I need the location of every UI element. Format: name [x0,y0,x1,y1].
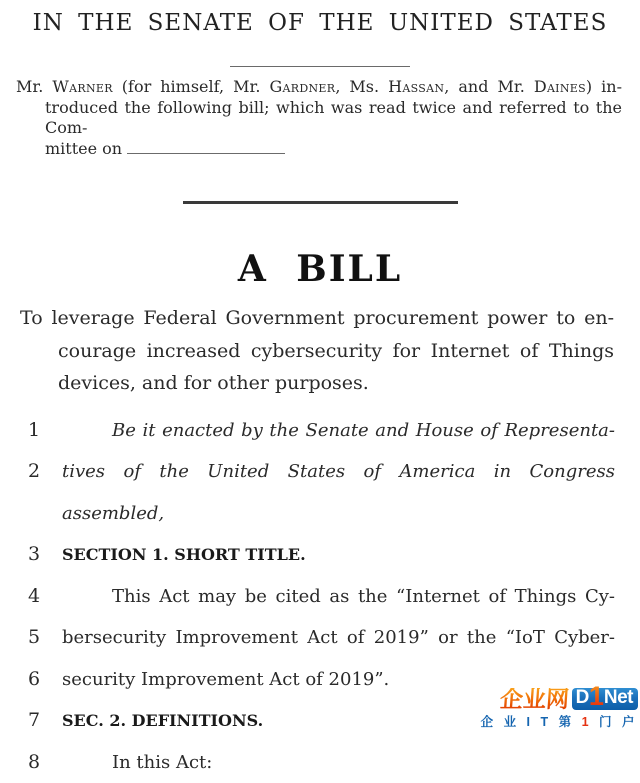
sponsor-text: ) in- [586,77,622,96]
sponsor-paragraph [0,77,640,159]
committee-blank-line [127,153,285,154]
sponsor-name-daines: Daines [534,77,586,96]
d1net-logo [481,688,638,710]
sponsor-name-gardner: Gardner [269,77,335,96]
sponsor-line-3 [16,139,622,160]
bill-line-2 [28,451,615,534]
bill-line-8 [28,742,615,783]
line-number: 2 [28,451,50,534]
preamble-line: devices, and for other purposes. [20,367,614,400]
d1net-logo-net: Net [604,687,633,708]
bill-line-text: This Act may be cited as the “Internet of Things Cy- [62,576,615,618]
bill-line-text: bersecurity Improvement Act of 2019” or the “IoT Cyber- [62,617,615,659]
sponsor-line-2: troduced the following bill; which was read twice and referred to the Com- [16,98,622,139]
bill-line-text: security Improvement Act of 2019”. [62,659,615,701]
d1net-tagline [481,712,638,730]
d1net-watermark [481,688,638,730]
bill-line-text: tives of the United States of America in Congress assembled, [62,451,615,534]
committee-on-label: mittee on [45,139,127,158]
bill-line-3 [28,534,615,576]
d1net-logo-box [572,688,638,710]
sponsor-text: Mr. [16,77,52,96]
sponsor-text: , and Mr. [444,77,534,96]
line-number: 7 [28,700,50,742]
sponsor-line-1 [16,77,622,98]
bill-line-5 [28,617,615,659]
d1net-logo-d: D [576,687,589,708]
tagline-number-one: 1 [582,715,592,729]
bill-heading: A BILL [0,248,640,290]
line-number: 6 [28,659,50,701]
line-number: 8 [28,742,50,783]
bill-line-text: Be it enacted by the Senate and House of Representa- [62,410,615,452]
d1net-logo-one: 1 [589,681,604,711]
title-divider-line [230,66,410,67]
tagline-text: 门 户 [592,715,638,729]
preamble-line: To leverage Federal Government procurement power to en- [20,302,614,335]
line-number: 5 [28,617,50,659]
sponsor-text: (for himself, Mr. [113,77,270,96]
line-number: 1 [28,410,50,452]
sponsor-name-hassan: Hassan [388,77,444,96]
d1net-logo-cn-text: 企业网 [499,688,570,710]
tagline-text: 企 业 I T 第 [481,715,582,729]
section-divider-rule [183,201,458,204]
line-number: 3 [28,534,50,576]
preamble-paragraph [0,302,640,400]
page-title: IN THE SENATE OF THE UNITED STATES [0,10,640,36]
bill-line-text: In this Act: [62,742,615,783]
sponsor-text: , Ms. [335,77,388,96]
section-heading: SECTION 1. SHORT TITLE. [62,534,615,576]
bill-line-4 [28,576,615,618]
preamble-line: courage increased cybersecurity for Internet of Things [20,335,614,368]
sponsor-name-warner: Warner [52,77,112,96]
line-number: 4 [28,576,50,618]
bill-line-1 [28,410,615,452]
section-heading: SEC. 2. DEFINITIONS. [62,700,615,742]
